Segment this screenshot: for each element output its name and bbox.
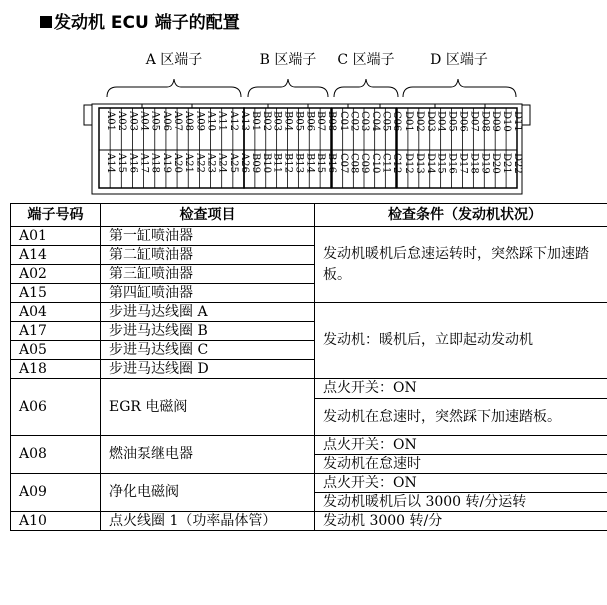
pin-label: D10 <box>501 111 513 132</box>
connector-section <box>99 104 250 188</box>
connector-section <box>244 104 337 188</box>
bracket-d <box>403 79 516 97</box>
condition-cell: 点火开关：ON <box>315 474 607 493</box>
page-title <box>40 8 240 33</box>
pin-label: A07 <box>172 111 183 131</box>
terminal-cell: A02 <box>11 265 101 284</box>
pin-label: B13 <box>293 153 305 174</box>
pin-label: D05 <box>446 111 458 132</box>
item-cell: EGR 电磁阀 <box>101 379 315 436</box>
item-cell: 第一缸喷油器 <box>101 227 315 246</box>
pin-label: A23 <box>205 153 217 173</box>
pin-label: C09 <box>359 153 371 174</box>
pin-label: B16 <box>326 153 338 174</box>
condition-cell: 发动机：暖机后，立即起动发动机 <box>315 303 607 379</box>
table-row <box>11 512 607 531</box>
pin-label: A10 <box>205 111 217 131</box>
pin-label: C05 <box>380 111 392 132</box>
condition-cell: 点火开关：ON <box>315 379 607 399</box>
item-cell: 步进马达线圈 D <box>101 360 315 379</box>
pin-label: A11 <box>216 111 228 131</box>
pin-label: C07 <box>337 153 349 174</box>
pin-label: A02 <box>116 111 128 131</box>
pin-label: D17 <box>457 153 469 174</box>
pin-label: C04 <box>369 111 381 132</box>
pin-label: D11 <box>512 111 524 132</box>
pin-label: A20 <box>172 153 183 173</box>
pin-label: D20 <box>490 153 502 174</box>
item-cell: 第三缸喷油器 <box>101 265 315 284</box>
ecu-connector-diagram <box>0 40 607 200</box>
table-row <box>11 227 607 246</box>
pin-label: A24 <box>216 153 228 173</box>
pin-label: B14 <box>304 153 316 174</box>
pin-label: C01 <box>337 111 349 132</box>
table-row <box>11 474 607 493</box>
terminal-cell: A08 <box>11 436 101 474</box>
item-cell: 步进马达线圈 A <box>101 303 315 322</box>
pin-label: D06 <box>457 111 469 132</box>
pin-label: D19 <box>479 153 491 174</box>
bracket-a <box>107 79 241 97</box>
terminal-cell: A09 <box>11 474 101 512</box>
pin-label: B03 <box>271 111 283 132</box>
pin-label: C03 <box>359 111 371 132</box>
pin-label: B05 <box>293 111 305 132</box>
label-b: B 区端子 <box>259 52 317 68</box>
pin-label: C12 <box>391 153 403 174</box>
condition-cell: 发动机暖机后怠速运转时，突然踩下加速踏板。 <box>315 227 607 303</box>
pin-label: D07 <box>468 111 480 132</box>
pin-label: C02 <box>348 111 360 132</box>
pin-label: B08 <box>326 111 338 132</box>
item-cell: 点火线圈 1（功率晶体管） <box>101 512 315 531</box>
terminal-cell: A01 <box>11 227 101 246</box>
pin-label: D22 <box>512 153 524 174</box>
square-bullet-icon <box>40 16 52 28</box>
pin-label: A06 <box>160 111 172 131</box>
pin-label: A13 <box>238 111 250 131</box>
table-header-row <box>11 204 607 227</box>
condition-cell: 发动机在怠速时 <box>315 455 607 474</box>
pin-label: C10 <box>369 153 381 174</box>
terminal-cell: A10 <box>11 512 101 531</box>
pin-label: D12 <box>402 153 414 174</box>
label-d: D 区端子 <box>430 52 488 68</box>
item-cell: 第四缸喷油器 <box>101 284 315 303</box>
pin-label: D13 <box>413 153 425 174</box>
connector-section <box>332 104 402 188</box>
pin-label: D03 <box>424 111 436 132</box>
table-row <box>11 379 607 399</box>
item-cell: 步进马达线圈 C <box>101 341 315 360</box>
bracket-b <box>248 79 328 97</box>
pin-label: A14 <box>105 153 117 173</box>
pin-label: A04 <box>138 111 150 131</box>
terminal-cell: A15 <box>11 284 101 303</box>
pin-label: D18 <box>468 153 480 174</box>
pin-label: D04 <box>435 111 447 132</box>
pin-label: B06 <box>304 111 316 132</box>
pin-label: D02 <box>413 111 425 132</box>
pin-label: D21 <box>501 153 513 174</box>
pin-label: D09 <box>490 111 502 132</box>
pin-label: A05 <box>149 111 161 131</box>
table-row <box>11 303 607 322</box>
pin-label: B02 <box>260 111 272 132</box>
table-row <box>11 436 607 455</box>
terminal-cell: A04 <box>11 303 101 322</box>
pin-label: A15 <box>116 153 128 173</box>
condition-cell: 发动机 3000 转/分 <box>315 512 607 531</box>
terminal-cell: A17 <box>11 322 101 341</box>
pin-label: A12 <box>227 111 239 131</box>
item-cell: 燃油泵继电器 <box>101 436 315 474</box>
condition-cell: 发动机在怠速时，突然踩下加速踏板。 <box>315 399 607 436</box>
pin-label: B09 <box>249 153 261 174</box>
pin-label: D08 <box>479 111 491 132</box>
pin-label: D15 <box>435 153 447 174</box>
pin-label: A21 <box>183 153 195 173</box>
pin-label: B12 <box>282 153 294 174</box>
terminal-cell: A05 <box>11 341 101 360</box>
terminal-cell: A14 <box>11 246 101 265</box>
pin-label: A08 <box>183 111 195 131</box>
header-condition: 检查条件（发动机状况） <box>315 204 607 227</box>
condition-cell: 发动机暖机后以 3000 转/分运转 <box>315 493 607 512</box>
pin-label: B04 <box>282 111 294 132</box>
terminal-table <box>10 203 607 531</box>
pin-label: B10 <box>260 153 272 174</box>
pin-label: A22 <box>194 153 206 173</box>
pin-label: C08 <box>348 153 360 174</box>
header-terminal: 端子号码 <box>11 204 101 227</box>
pin-label: A09 <box>194 111 206 131</box>
pin-label: B01 <box>249 111 261 132</box>
pin-label: B15 <box>315 153 327 174</box>
label-a: A 区端子 <box>145 52 203 68</box>
header-item: 检查项目 <box>101 204 315 227</box>
pin-label: D16 <box>446 153 458 174</box>
pin-label: A18 <box>149 153 161 173</box>
pin-label: A01 <box>105 111 117 131</box>
pin-label: B07 <box>315 111 327 132</box>
pin-label: C11 <box>380 153 392 174</box>
left-mounting-ear <box>84 105 92 125</box>
connector-section <box>397 104 523 188</box>
pin-label: C06 <box>391 111 403 132</box>
pin-label: D01 <box>402 111 414 132</box>
page-title-text: 发动机 ECU 端子的配置 <box>54 13 240 33</box>
pin-label: A03 <box>127 111 139 131</box>
item-cell: 净化电磁阀 <box>101 474 315 512</box>
pin-label: D14 <box>424 153 436 174</box>
pin-label: B11 <box>271 153 283 174</box>
condition-cell: 点火开关：ON <box>315 436 607 455</box>
item-cell: 步进马达线圈 B <box>101 322 315 341</box>
bracket-c <box>334 79 398 97</box>
pin-label: A16 <box>127 153 139 173</box>
terminal-cell: A06 <box>11 379 101 436</box>
pin-label: A25 <box>227 153 239 173</box>
label-c: C 区端子 <box>337 52 395 68</box>
pin-label: A17 <box>138 153 150 173</box>
pin-label: A26 <box>238 153 250 173</box>
pin-label: A19 <box>160 153 172 173</box>
terminal-cell: A18 <box>11 360 101 379</box>
item-cell: 第二缸喷油器 <box>101 246 315 265</box>
